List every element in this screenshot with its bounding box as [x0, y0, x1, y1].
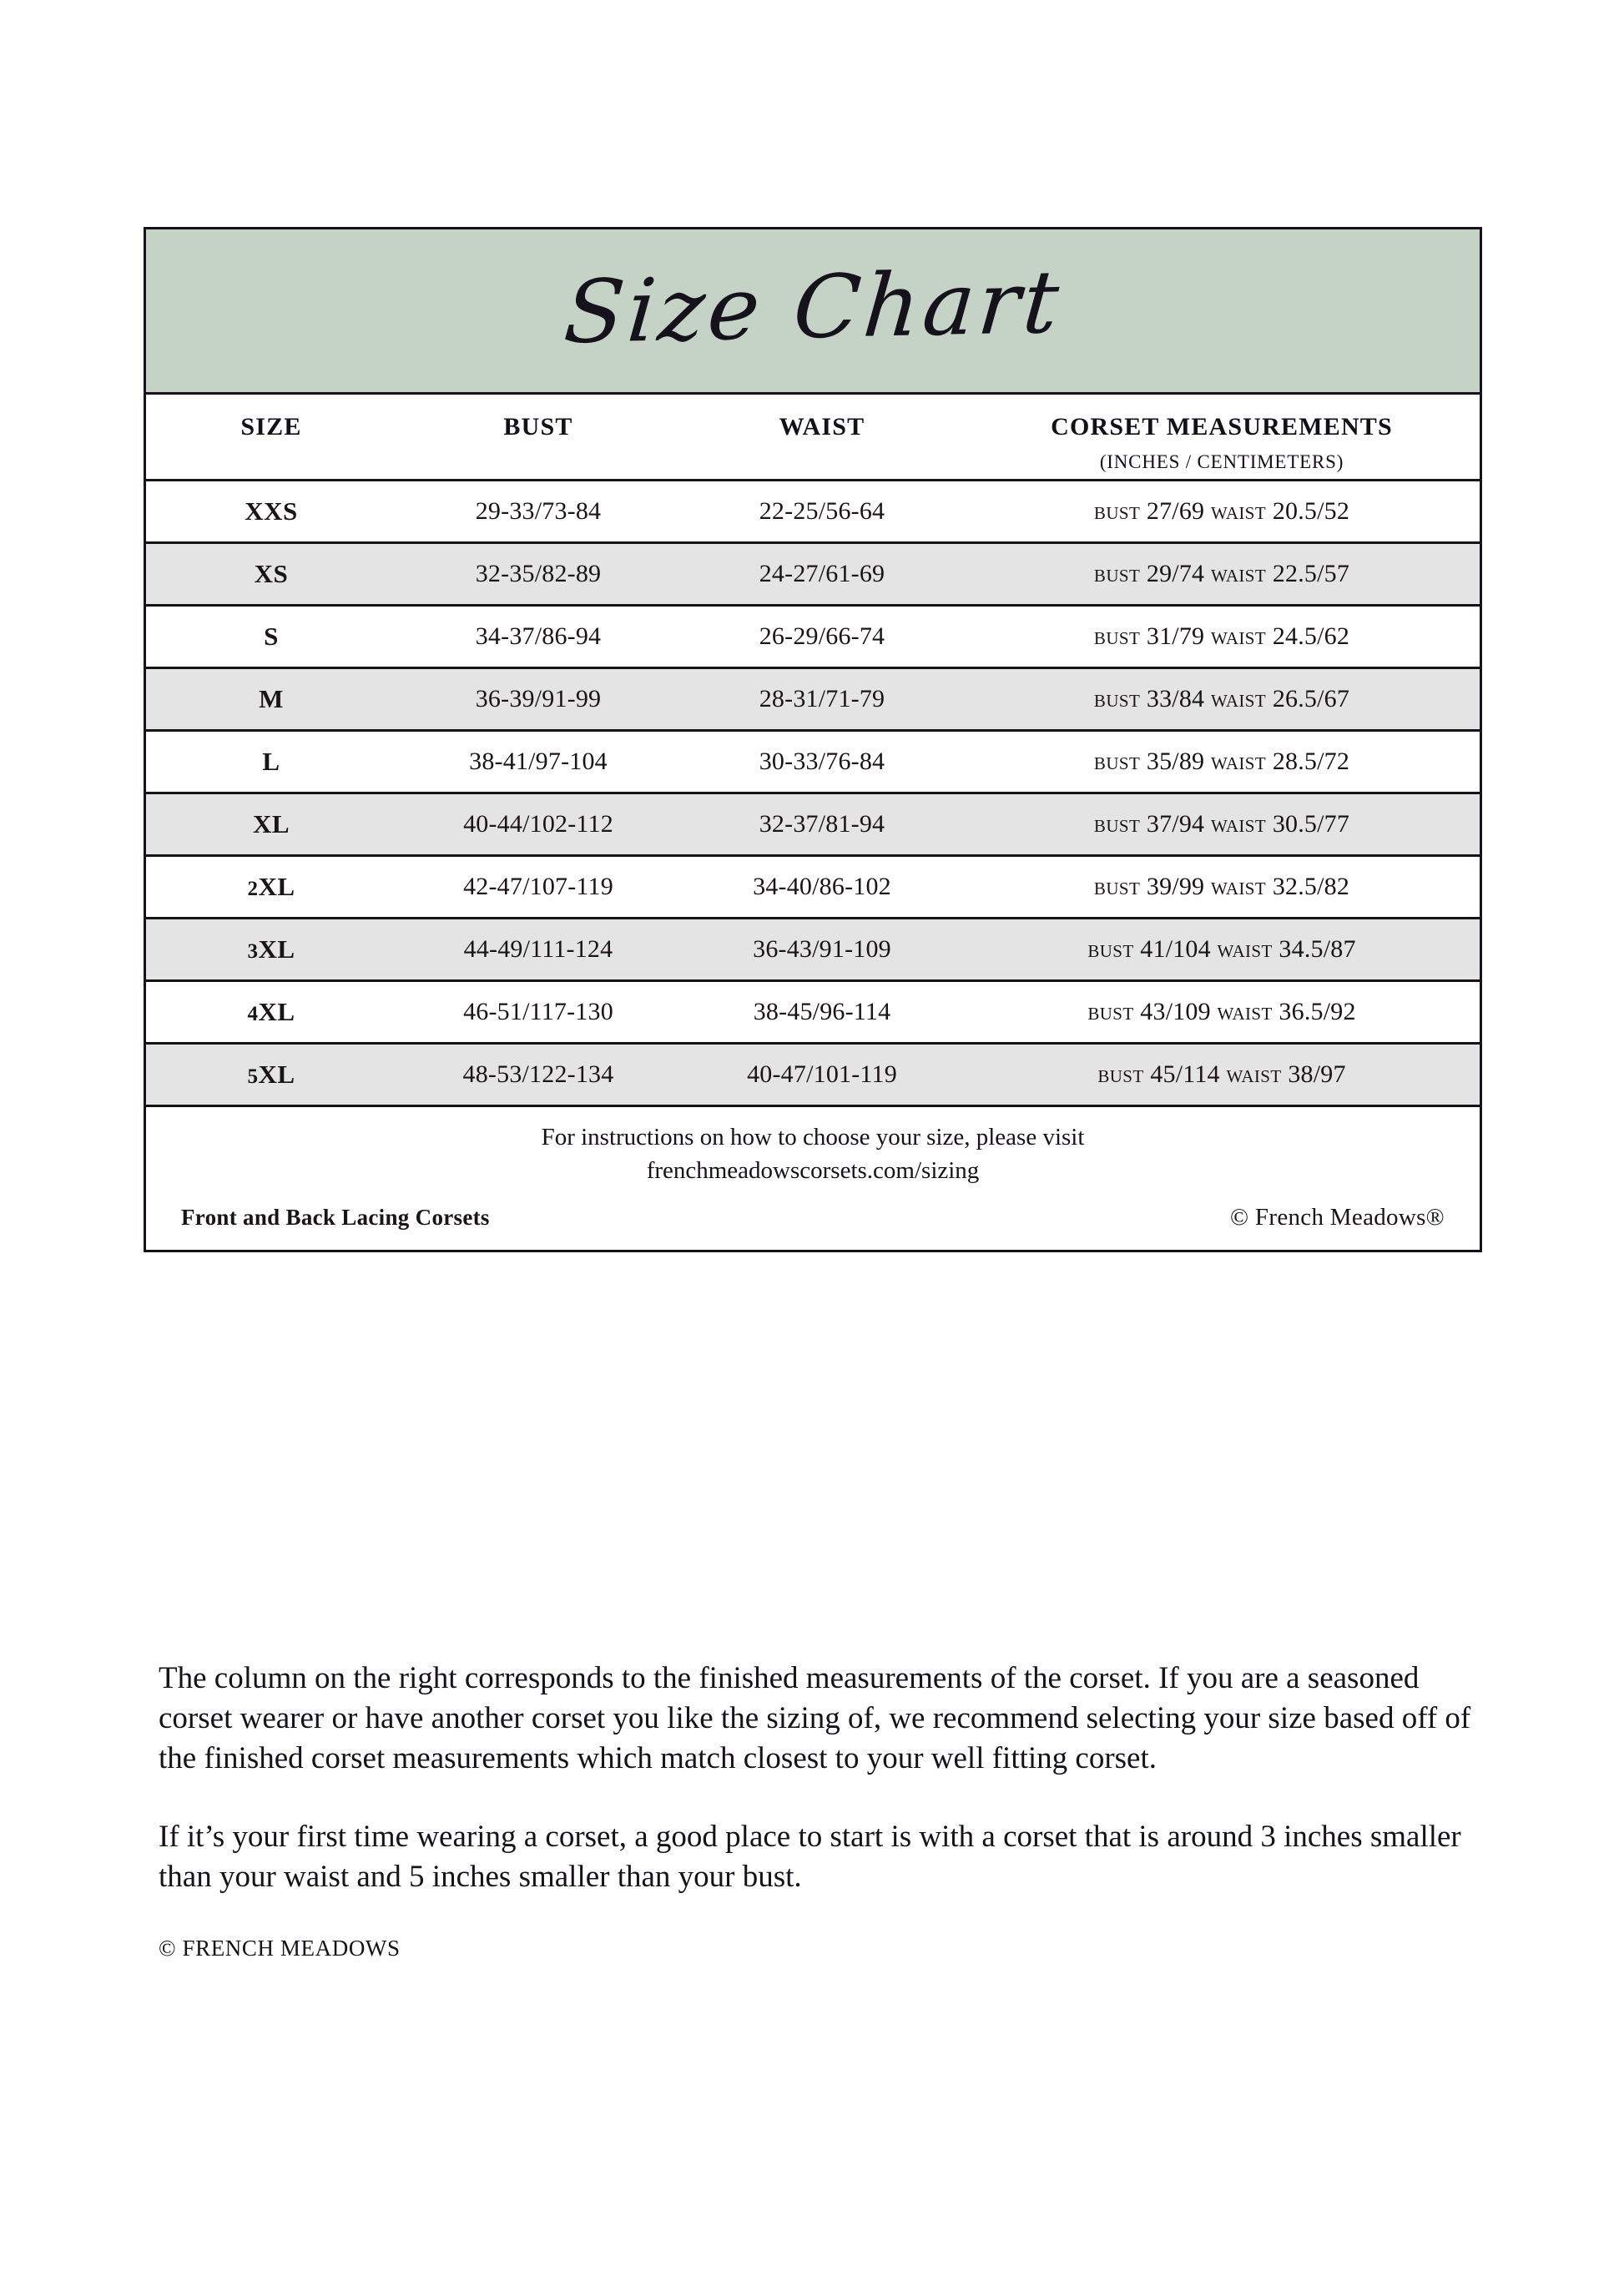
paragraph-first-time-advice: If it’s your first time wearing a corset, a good place to start is with a corset that is around 3 inches smaller than your waist and 5 inches smaller than your bust.: [159, 1820, 1461, 1895]
corset-waist-value: 26.5/67: [1272, 685, 1350, 712]
corset-bust-label: bust: [1093, 873, 1141, 900]
cell-waist: 30-33/76-84: [759, 748, 885, 775]
cell-bust: 36-39/91-99: [475, 685, 602, 712]
table-row: [146, 857, 1480, 919]
corset-waist-value: 32.5/82: [1272, 873, 1350, 900]
cell-size: [146, 684, 396, 714]
table-row: [146, 732, 1480, 794]
corset-waist-value: 20.5/52: [1272, 497, 1350, 525]
table-header-row: [146, 395, 1480, 481]
cell-bust: 42-47/107-119: [463, 873, 613, 900]
corset-waist-label: waist: [1210, 748, 1267, 775]
cell-bust: 48-53/122-134: [462, 1060, 614, 1088]
size-label: XL: [258, 934, 295, 964]
corset-waist-value: 28.5/72: [1272, 748, 1350, 775]
cell-corset-measurements: [964, 622, 1480, 651]
corset-waist-value: 38/97: [1288, 1060, 1346, 1088]
corset-bust-value: 37/94: [1146, 810, 1205, 838]
size-label: XL: [252, 809, 290, 838]
cell-waist: 24-27/61-69: [759, 560, 885, 587]
table-body: [146, 481, 1480, 1107]
brand-row: [146, 1204, 1480, 1250]
cell-bust: 38-41/97-104: [469, 748, 608, 775]
cell-waist: 40-47/101-119: [747, 1060, 897, 1088]
cell-corset-measurements: [964, 560, 1480, 588]
cell-waist: 32-37/81-94: [759, 810, 885, 838]
cell-corset-measurements: [964, 810, 1480, 838]
cell-bust: 29-33/73-84: [475, 497, 602, 525]
corset-bust-label: bust: [1093, 622, 1141, 650]
corset-waist-label: waist: [1217, 998, 1273, 1025]
corset-bust-value: 31/79: [1146, 622, 1205, 650]
column-header-corset-label: CORSET MEASUREMENTS: [1051, 413, 1393, 441]
corset-waist-label: waist: [1217, 935, 1273, 963]
size-prefix: 5: [247, 1065, 259, 1088]
table-row: [146, 794, 1480, 857]
size-label: XS: [254, 559, 289, 588]
corset-bust-label: bust: [1097, 1060, 1144, 1088]
corset-bust-label: bust: [1093, 748, 1141, 775]
column-header-size-label: SIZE: [240, 413, 302, 441]
cell-corset-measurements: [964, 1060, 1480, 1089]
cell-corset-measurements: [964, 998, 1480, 1026]
instructions-line-1: For instructions on how to choose your size, please visit: [541, 1124, 1085, 1151]
size-label: XL: [258, 872, 295, 901]
corset-waist-value: 36.5/92: [1279, 998, 1356, 1025]
cell-bust: 40-44/102-112: [463, 810, 613, 838]
size-prefix: 2: [247, 878, 259, 900]
cell-size: [146, 622, 396, 652]
cell-corset-measurements: [964, 685, 1480, 713]
corset-waist-label: waist: [1210, 685, 1267, 712]
cell-waist: 34-40/86-102: [753, 873, 891, 900]
cell-corset-measurements: [964, 748, 1480, 776]
corset-bust-label: bust: [1093, 685, 1141, 712]
size-label: S: [264, 622, 279, 651]
column-header-corset-measurements: [964, 395, 1480, 473]
column-header-bust-label: BUST: [503, 413, 573, 441]
table-row: [146, 544, 1480, 607]
corset-waist-label: waist: [1210, 873, 1267, 900]
page-copyright: © FRENCH MEADOWS: [159, 1936, 401, 1961]
size-label: XXS: [245, 496, 298, 526]
cell-waist: 22-25/56-64: [759, 497, 885, 525]
cell-bust: 32-35/82-89: [475, 560, 602, 587]
corset-waist-label: waist: [1226, 1060, 1282, 1088]
instructions-block: [146, 1107, 1480, 1204]
table-row: [146, 1045, 1480, 1107]
size-prefix: 4: [247, 1003, 259, 1025]
corset-waist-label: waist: [1210, 810, 1267, 838]
corset-bust-label: bust: [1087, 935, 1134, 963]
corset-bust-label: bust: [1093, 810, 1141, 838]
size-label: L: [262, 747, 280, 776]
cell-bust: 46-51/117-130: [463, 998, 613, 1025]
table-row: [146, 982, 1480, 1045]
table-row: [146, 607, 1480, 669]
cell-corset-measurements: [964, 873, 1480, 901]
cell-size: [146, 872, 396, 902]
corset-waist-label: waist: [1210, 560, 1267, 587]
corset-bust-value: 29/74: [1146, 560, 1205, 587]
column-header-waist-label: WAIST: [779, 413, 865, 441]
corset-bust-value: 39/99: [1146, 873, 1205, 900]
corset-bust-value: 27/69: [1146, 497, 1205, 525]
table-row: [146, 919, 1480, 982]
cell-corset-measurements: [964, 935, 1480, 964]
corset-waist-label: waist: [1210, 622, 1267, 650]
corset-bust-value: 41/104: [1140, 935, 1211, 963]
product-type-label: Front and Back Lacing Corsets: [181, 1205, 490, 1231]
column-header-bust: [396, 395, 680, 441]
cell-size: [146, 809, 396, 839]
instructions-url[interactable]: frenchmeadowscorsets.com/sizing: [646, 1157, 980, 1185]
column-header-corset-units: (INCHES / CENTIMETERS): [1099, 451, 1344, 472]
paragraph-finished-measurements: The column on the right corresponds to the finished measurements of the corset. If you are a seasoned corset wearer or have another corset you like the sizing of, we recommend selecting your size based off of the finished corset measurements which match closest to your well fitting corset.: [159, 1661, 1471, 1776]
size-label: M: [259, 684, 284, 713]
cell-size: [146, 997, 396, 1027]
corset-bust-value: 45/114: [1150, 1060, 1220, 1088]
corset-bust-value: 43/109: [1140, 998, 1211, 1025]
cell-size: [146, 496, 396, 526]
corset-waist-value: 24.5/62: [1272, 622, 1350, 650]
corset-waist-value: 22.5/57: [1272, 560, 1350, 587]
cell-bust: 44-49/111-124: [463, 935, 613, 963]
corset-waist-value: 34.5/87: [1279, 935, 1356, 963]
corset-waist-value: 30.5/77: [1272, 810, 1350, 838]
size-chart-banner: [146, 229, 1480, 395]
cell-size: [146, 747, 396, 777]
cell-waist: 38-45/96-114: [753, 998, 891, 1025]
size-label: XL: [258, 1060, 295, 1089]
cell-size: [146, 934, 396, 964]
corset-bust-value: 33/84: [1146, 685, 1205, 712]
cell-waist: 26-29/66-74: [759, 622, 885, 650]
table-row: [146, 481, 1480, 544]
cell-size: [146, 1060, 396, 1090]
corset-waist-label: waist: [1210, 497, 1267, 525]
size-label: XL: [258, 997, 295, 1026]
corset-bust-label: bust: [1093, 497, 1141, 525]
column-header-size: [146, 395, 396, 441]
cell-corset-measurements: [964, 497, 1480, 526]
column-header-waist: [680, 395, 964, 441]
size-prefix: 3: [247, 940, 259, 963]
table-row: [146, 669, 1480, 732]
size-chart-card: [144, 227, 1482, 1252]
body-copy: [159, 1659, 1477, 1961]
cell-bust: 34-37/86-94: [475, 622, 602, 650]
cell-size: [146, 559, 396, 589]
cell-waist: 36-43/91-109: [753, 935, 891, 963]
size-chart-title: Size Chart: [560, 250, 1067, 363]
corset-bust-label: bust: [1093, 560, 1141, 587]
corset-bust-label: bust: [1087, 998, 1134, 1025]
cell-waist: 28-31/71-79: [759, 685, 885, 712]
corset-bust-value: 35/89: [1146, 748, 1205, 775]
brand-copyright-label: © French Meadows®: [1230, 1204, 1445, 1231]
